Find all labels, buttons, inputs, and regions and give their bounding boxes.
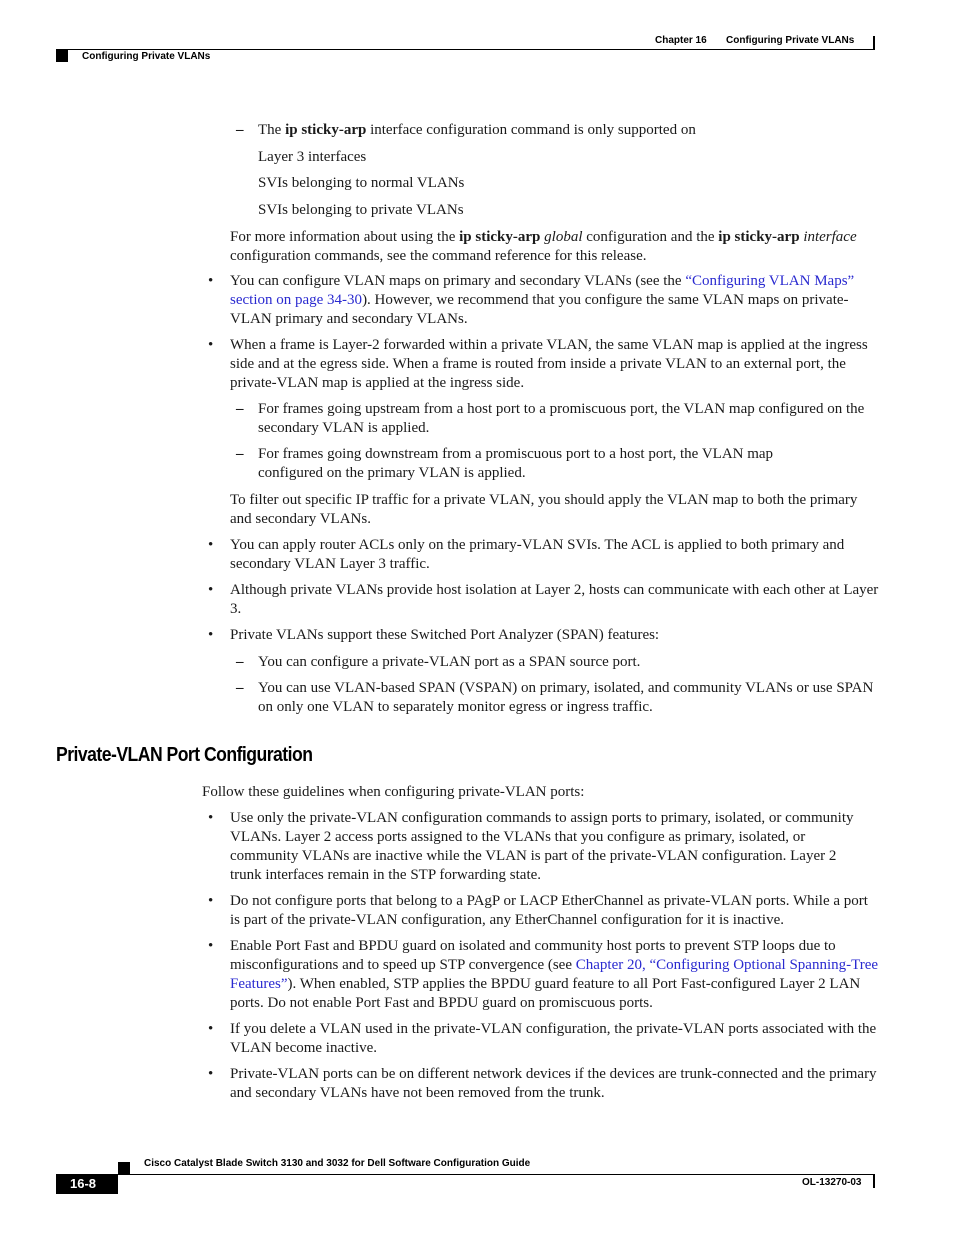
bullet-vlan-maps: You can configure VLAN maps on primary and secondary VLANs (see the “Configuring VLAN Maps” section on page 34-30). However, we recommend that you configure the same VLAN maps on private-VLAN primary and secondary VLANs.	[230, 273, 855, 327]
dash-item-sticky-arp: The ip sticky-arp interface configuration command is only supported on	[258, 122, 696, 138]
link-chapter-20[interactable]: Chapter 20, “Configuring Optional Spanning-Tree Features”	[230, 957, 879, 992]
bullet-glyph: •	[208, 893, 214, 909]
dash-glyph: –	[236, 122, 244, 138]
dash-item-upstream: For frames going upstream from a host port to a promiscuous port, the VLAN map configured on the secondary VLAN is applied.	[258, 401, 865, 436]
bullet-glyph: •	[208, 537, 214, 553]
section-heading: Private-VLAN Port Configuration	[56, 744, 313, 766]
bullet-layer2-forwarding: When a frame is Layer-2 forwarded within a private VLAN, the same VLAN map is applied at the ingress side and at the egress side. When a frame is routed from inside a private VLAN to an external port, the private-VLAN map is applied at the ingress side.	[230, 337, 868, 391]
footer-right-bar	[873, 1175, 875, 1188]
header-rule	[56, 49, 875, 50]
list-item-layer3: Layer 3 interfaces	[258, 149, 367, 165]
header-left-block	[56, 50, 68, 62]
bullet-etherchannel: Do not configure ports that belong to a PAgP or LACP EtherChannel as private-VLAN ports. While a port is part of the private-VLAN configuration, any EtherChannel configuration for it is inactive.	[230, 893, 868, 928]
bullet-glyph: •	[208, 582, 214, 598]
footer-guide-title: Cisco Catalyst Blade Switch 3130 and 3032 for Dell Software Configuration Guide	[144, 1158, 531, 1169]
page-number: 16-8	[56, 1174, 118, 1194]
footer-doc-id: OL-13270-03	[802, 1177, 862, 1188]
bullet-glyph: •	[208, 810, 214, 826]
link-configuring-vlan-maps[interactable]: “Configuring VLAN Maps” section on page 34-30	[230, 273, 855, 308]
paragraph-intro: Follow these guidelines when configuring private-VLAN ports:	[202, 784, 585, 800]
dash-glyph: –	[236, 401, 244, 417]
header-chapter-title: Configuring Private VLANs	[726, 35, 855, 46]
list-item-svi-private: SVIs belonging to private VLANs	[258, 202, 464, 218]
bullet-glyph: •	[208, 627, 214, 643]
dash-glyph: –	[236, 654, 244, 670]
bullet-glyph: •	[208, 273, 214, 289]
dash-glyph: –	[236, 680, 244, 696]
bullet-glyph: •	[208, 1021, 214, 1037]
header-chapter: Chapter 16	[655, 35, 707, 46]
bullet-glyph: •	[208, 938, 214, 954]
bullet-host-isolation: Although private VLANs provide host isolation at Layer 2, hosts can communicate with each other at Layer 3.	[230, 582, 879, 617]
list-item-svi-normal: SVIs belonging to normal VLANs	[258, 175, 465, 191]
bullet-glyph: •	[208, 337, 214, 353]
bullet-router-acls: You can apply router ACLs only on the primary-VLAN SVIs. The ACL is applied to both primary and secondary VLAN Layer 3 traffic.	[230, 537, 845, 572]
header-right-bar	[873, 36, 875, 49]
bullet-delete-vlan: If you delete a VLAN used in the private-VLAN configuration, the private-VLAN ports associated with the VLAN become inactive.	[230, 1021, 877, 1056]
paragraph-filter: To filter out specific IP traffic for a private VLAN, you should apply the VLAN map to both the primary and secondary VLANs.	[230, 492, 858, 527]
bullet-config-commands: Use only the private-VLAN configuration commands to assign ports to primary, isolated, or community VLANs. Layer 2 access ports assigned to the VLANs that you configure as primary, isolated, or community VLANs are inactive while the VLAN is part of the private-VLAN configuration. Layer 2 trunk interfaces remain in the STP forwarding state.	[230, 810, 854, 883]
footer-left-block	[118, 1162, 130, 1174]
header-section: Configuring Private VLANs	[82, 51, 211, 62]
bullet-glyph: •	[208, 1066, 214, 1082]
dash-glyph: –	[236, 446, 244, 462]
bullet-trunk-connected: Private-VLAN ports can be on different network devices if the devices are trunk-connected and the primary and secondary VLANs have not been removed from the trunk.	[230, 1066, 877, 1101]
dash-item-span-source: You can configure a private-VLAN port as a SPAN source port.	[258, 654, 641, 670]
dash-item-downstream: For frames going downstream from a promiscuous port to a host port, the VLAN map configured on the primary VLAN is applied.	[258, 446, 774, 481]
bullet-port-fast: Enable Port Fast and BPDU guard on isolated and community host ports to prevent STP loops due to misconfigurations and to speed up STP convergence (see Chapter 20, “Configuring Optional Spanning-Tree Features”). When enabled, STP applies the BPDU guard feature to all Port Fast-configured Layer 2 LAN ports. Do not enable Port Fast and BPDU guard on promiscuous ports.	[230, 938, 879, 1011]
bullet-span-features: Private VLANs support these Switched Port Analyzer (SPAN) features:	[230, 627, 660, 643]
footer-rule	[56, 1174, 875, 1175]
dash-item-vspan: You can use VLAN-based SPAN (VSPAN) on primary, isolated, and community VLANs or use SPAN on only one VLAN to separately monitor egress or ingress traffic.	[258, 680, 874, 715]
paragraph-more-info: For more information about using the ip sticky-arp global configuration and the ip sticky-arp interface configuration commands, see the command reference for this release.	[230, 229, 857, 264]
